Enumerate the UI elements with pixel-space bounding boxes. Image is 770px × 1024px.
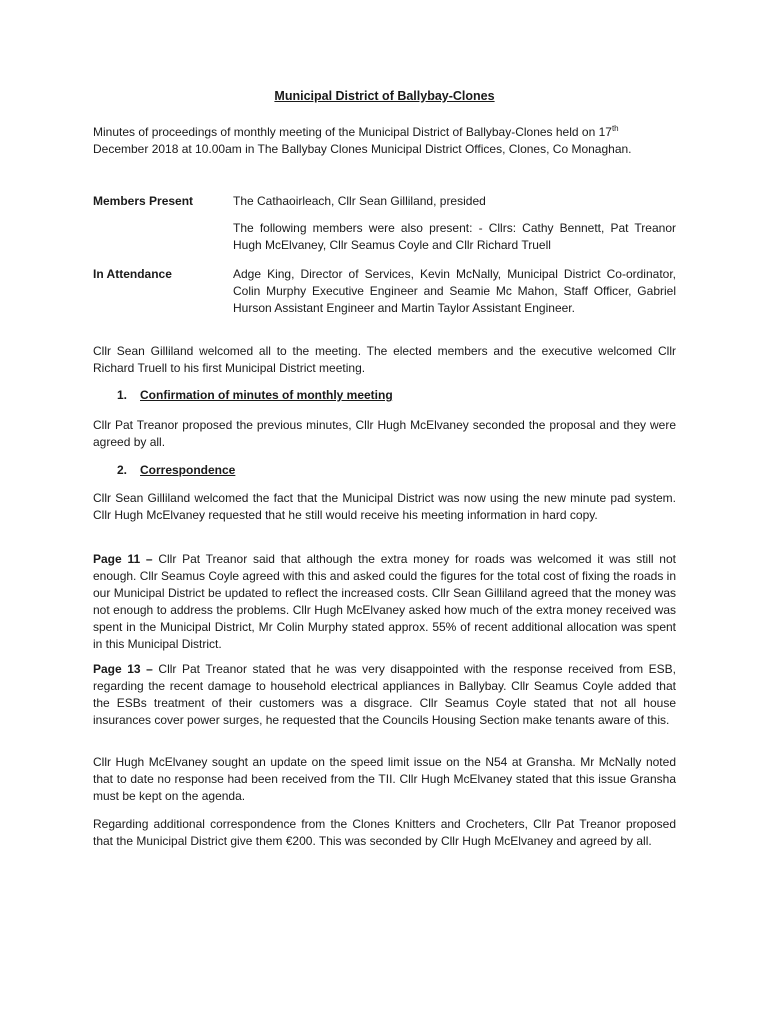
speed-limit-paragraph: Cllr Hugh McElvaney sought an update on the speed limit issue on the N54 at Gransha. Mr McNally noted that to date no response had been received from the TII. Cllr Hugh McElvaney stated that this issue Gransha must be kept on the agenda. — [93, 755, 676, 803]
page-13-lead: Page 13 – — [93, 662, 153, 676]
section-1-number: 1. — [117, 388, 128, 402]
members-present-list: The following members were also present: - Cllrs: Cathy Bennett, Pat Treanor Hugh McElvaney, Cllr Seamus Coyle and Cllr Richard Truell — [233, 221, 676, 252]
intro-paragraph — [93, 120, 676, 158]
section-1-title: Confirmation of minutes of monthly meeting — [140, 388, 393, 402]
intro-text-start: Minutes of proceedings of monthly meeting of the Municipal District of Ballybay-Clones held on 17 — [93, 125, 612, 139]
knitters-paragraph: Regarding additional correspondence from the Clones Knitters and Crocheters, Cllr Pat Treanor proposed that the Municipal District give them €200. This was seconded by Cllr Hugh McElvaney and agreed by all. — [93, 817, 676, 848]
page-13-text: Cllr Pat Treanor stated that he was very disappointed with the response received from ESB, regarding the recent damage to household electrical appliances in Ballybay. Cllr Seamus Coyle added that the ESBs treatment of their customers was a disgrace. Cllr Seamus Coyle stated that not all house insurances cover power surges, he requested that the Councils Housing Section make tenants aware of this. — [93, 662, 676, 727]
correspondence-paragraph-1: Cllr Sean Gilliland welcomed the fact that the Municipal District was now using the new minute pad system. Cllr Hugh McElvaney requested that he still would receive his meeting information in hard copy. — [93, 491, 676, 522]
in-attendance-label: In Attendance — [93, 267, 172, 281]
in-attendance-list: Adge King, Director of Services, Kevin McNally, Municipal District Co-ordinator, Colin Murphy Executive Engineer and Seamie Mc Mahon, Staff Officer, Gabriel Hurson Assistant Engineer and Martin Taylor Assistant Engineer. — [233, 267, 676, 315]
document-title: Municipal District of Ballybay-Clones — [274, 89, 495, 103]
page-11-lead: Page 11 – — [93, 552, 153, 566]
section-2-title: Correspondence — [140, 463, 236, 477]
section-1-paragraph: Cllr Pat Treanor proposed the previous minutes, Cllr Hugh McElvaney seconded the proposal and they were agreed by all. — [93, 418, 676, 449]
page-11-text: Cllr Pat Treanor said that although the extra money for roads was welcomed it was still not enough. Cllr Seamus Coyle agreed with this and asked could the figures for the total cost of fixing the roads in our Municipal District be updated to reflect the increased costs. Cllr Sean Gilliland agreed that the money was not enough to address the problems. Cllr Hugh McElvaney asked how much of the extra money received was spent in the Municipal District, Mr Colin Murphy stated approx. 55% of recent additional allocation was spent in this Municipal District. — [93, 552, 676, 651]
intro-superscript: th — [611, 124, 619, 133]
members-present-presided: The Cathaoirleach, Cllr Sean Gilliland, presided — [233, 194, 486, 208]
page-13-paragraph — [93, 661, 676, 729]
page-11-paragraph — [93, 551, 676, 653]
section-2-number: 2. — [117, 463, 128, 477]
welcome-paragraph: Cllr Sean Gilliland welcomed all to the meeting. The elected members and the executive welcomed Cllr Richard Truell to his first Municipal District meeting. — [93, 344, 676, 375]
section-2-heading — [117, 462, 235, 479]
section-1-heading — [117, 387, 393, 404]
intro-text-end: December 2018 at 10.00am in The Ballybay Clones Municipal District Offices, Clones, Co Monaghan. — [93, 142, 632, 156]
members-present-label: Members Present — [93, 194, 194, 208]
